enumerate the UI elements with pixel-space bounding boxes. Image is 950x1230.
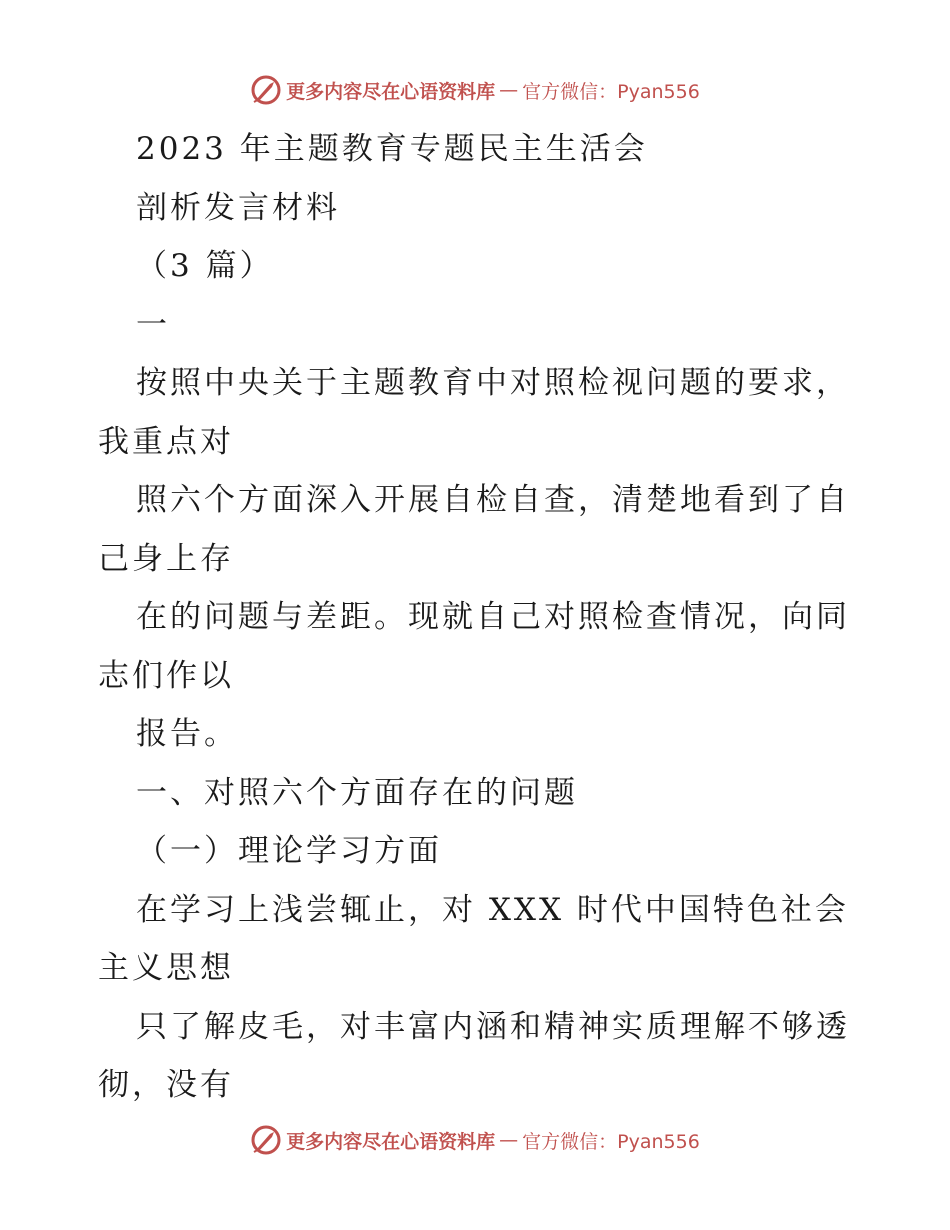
- paragraph-line: 只了解皮毛，对丰富内涵和精神实质理解不够透: [136, 1008, 850, 1045]
- footer-watermark-banner: [0, 1120, 950, 1160]
- banner-text: 更多内容尽在心语资料库: [286, 1130, 496, 1153]
- paragraph-line: 己身上存: [98, 540, 234, 577]
- banner-separator: —: [499, 79, 519, 101]
- doc-title-line-3: （3 篇）: [136, 248, 274, 284]
- banner-separator: —: [499, 1129, 519, 1151]
- paragraph-line: 在的问题与差距。现就自己对照检查情况，向同: [136, 599, 850, 635]
- paragraph-line: 按照中央关于主题教育中对照检视问题的要求，: [136, 365, 850, 401]
- doc-title-line-1: 2023 年主题教育专题民主生活会: [136, 131, 648, 167]
- paragraph-line: 主义思想: [98, 950, 234, 986]
- banner-text: 更多内容尽在心语资料库: [286, 80, 496, 103]
- banner-wechat: 官方微信：Pyan556: [522, 1130, 700, 1153]
- header-watermark-banner: [0, 70, 950, 110]
- paragraph-line: 在学习上浅尝辄止，对 XXX 时代中国特色社会: [136, 891, 849, 928]
- paragraph-line: 照六个方面深入开展自检自查，清楚地看到了自: [136, 482, 850, 518]
- doc-title-line-2: 剖析发言材料: [136, 189, 340, 226]
- paragraph-line: 我重点对: [98, 423, 234, 460]
- section-heading: 一、对照六个方面存在的问题: [136, 774, 578, 811]
- pen-logo-icon: [250, 74, 282, 106]
- paragraph-line: 报告。: [136, 716, 238, 752]
- paragraph-line: 志们作以: [98, 657, 234, 694]
- subsection-heading: （一）理论学习方面: [136, 833, 442, 869]
- banner-wechat: 官方微信：Pyan556: [522, 80, 700, 103]
- paragraph-line: 彻，没有: [98, 1067, 234, 1103]
- document-body: [98, 120, 858, 1115]
- section-number: 一: [136, 306, 170, 343]
- pen-logo-icon: [250, 1124, 282, 1156]
